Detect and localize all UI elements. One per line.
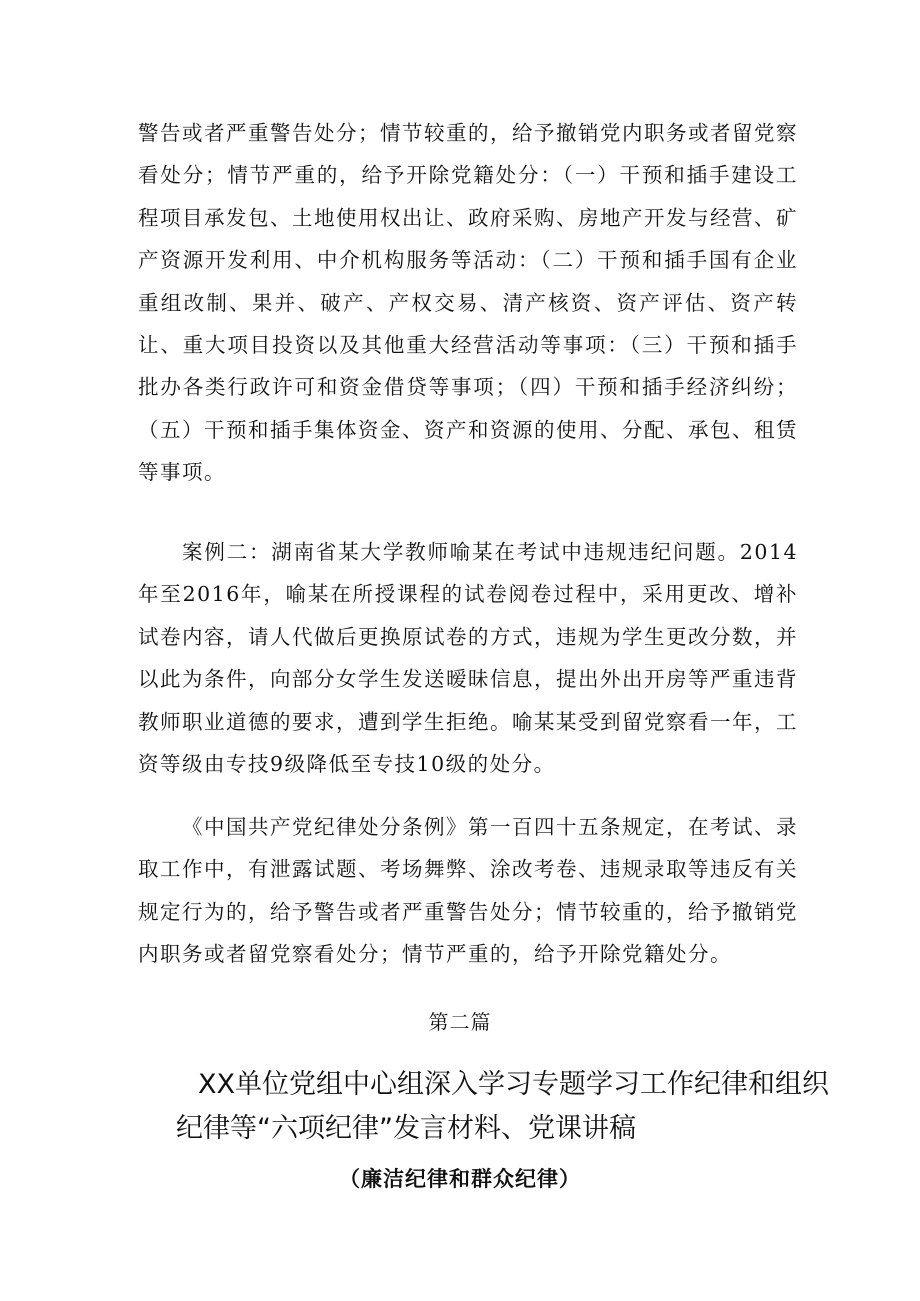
paragraph-regulation-article-145: 《中国共产党纪律处分条例》第一百四十五条规定，在考试、录取工作中，有泄露试题、考场舞弊、涂改考卷、违规录取等违反有关规定行为的，给予警告或者严重警告处分；情节较重的，给予撤销党内职务或者留党察看处分；情节严重的，给予开除党籍处分。 bbox=[138, 815, 798, 967]
document-title bbox=[176, 1063, 829, 1151]
document-title-line-1: XX单位党组中心组深入学习专题学习工作纪律和组织 bbox=[198, 1069, 829, 1100]
document-title-line-2: 纪律等“六项纪律”发言材料、党课讲稿 bbox=[176, 1113, 636, 1144]
document-subtitle: （廉洁纪律和群众纪律） bbox=[339, 1166, 581, 1191]
chapter-heading: 第二篇 bbox=[428, 1010, 492, 1034]
paragraph-penalty-provisions: 警告或者严重警告处分；情节较重的，给予撤销党内职务或者留党察看处分；情节严重的，给予开除党籍处分：（一）干预和插手建设工程项目承发包、土地使用权出让、政府采购、房地产开发与经营、矿产资源开发利用、中介机构服务等活动：（二）干预和插手国有企业重组改制、果并、破产、产权交易、清产核资、资产评估、资产转让、重大项目投资以及其他重大经营活动等事项：（三）干预和插手批办各类行政许可和资金借贷等事项；（四）干预和插手经济纠纷；（五）干预和插手集体资金、资产和资源的使用、分配、承包、租赁等事项。 bbox=[138, 121, 798, 485]
paragraph-case-two: 案例二：湖南省某大学教师喻某在考试中违规违纪问题。2014年至2016年，喻某在所授课程的试卷阅卷过程中，采用更改、增补试卷内容，请人代做后更换原试卷的方式，违规为学生更改分数，并以此为条件，向部分女学生发送暧昧信息，提出外出开房等严重违背教师职业道德的要求，遭到学生拒绝。喻某某受到留党察看一年，工资等级由专技9级降低至专技10级的处分。 bbox=[138, 540, 798, 777]
